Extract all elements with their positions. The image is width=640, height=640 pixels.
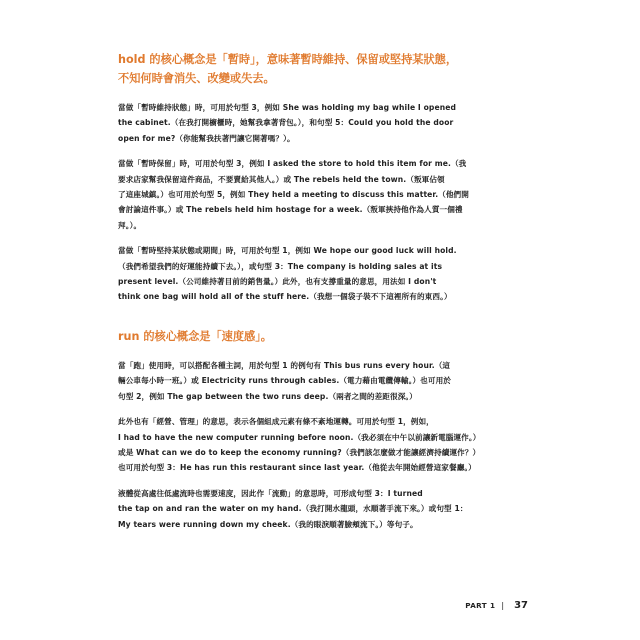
text-line: 當做「暫時維持狀態」時，可用於句型 3，例如 She was holding my bag while I opened (118, 103, 456, 112)
section-heading-run (118, 327, 498, 346)
text-line: 了這座城鎮。）也可用於句型 5，例如 They held a meeting to discuss this matter.（他們開 (118, 190, 469, 200)
page-footer (465, 600, 528, 611)
text-line: 當做「暫時堅持某狀態或期間」時，可用於句型 1，例如 We hope our good luck will hold. (118, 246, 457, 256)
paragraph (118, 486, 498, 532)
paragraph (118, 414, 498, 476)
paragraph (118, 358, 498, 404)
page-number: 37 (514, 600, 528, 611)
paragraph (118, 100, 498, 146)
text-line: My tears were running down my cheek.（我的眼淚順著臉頰流下。）等句子。 (118, 519, 418, 529)
text-line: the cabinet.（在我打開櫥櫃時，她幫我拿著背包。），和句型 5：Could you hold the door (118, 118, 454, 128)
text-line: 要求店家幫我保留這件商品，不要賣給其他人。）或 The rebels held the town.（叛軍佔領 (118, 174, 445, 184)
text-line: 輛公車每小時一班。）或 Electricity runs through cables.（電力藉由電纜傳輸。）也可用於 (118, 376, 451, 386)
text-line: 也可用於句型 3：He has run this restaurant since last year.（他從去年開始經營這家餐廳。） (118, 463, 476, 473)
heading-line: 不知何時會消失、改變或失去。 (118, 72, 275, 85)
text-line: 當「跑」使用時，可以搭配各種主詞，用於句型 1 的例句有 This bus runs every hour.（這 (118, 360, 451, 370)
section-heading-hold (118, 50, 498, 88)
text-line: 句型 2，例如 The gap between the two runs deep.（兩者之間的差距很深。） (118, 391, 417, 401)
part-label: PART 1 (465, 601, 496, 610)
text-line: 當做「暫時保留」時，可用於句型 3，例如 I asked the store to hold this item for me.（我 (118, 159, 467, 169)
text-line: 液體從高處往低處流時也需要速度，因此作「流動」的意思時，可形成句型 3：I turned (118, 488, 423, 498)
text-line: 此外也有「經營、管理」的意思，表示各個組成元素有條不紊地運轉。可用於句型 1，例如， (118, 417, 434, 427)
heading-line: hold 的核心概念是「暫時」，意味著暫時維持、保留或堅持某狀態， (118, 53, 458, 66)
text-line: present level.（公司維持著目前的銷售量。）此外，也有支撐重量的意思，用法如 I don't (118, 277, 437, 287)
text-line: think one bag will hold all of the stuff here.（我想一個袋子裝不下這裡所有的東西。） (118, 292, 452, 302)
text-line: the tap on and ran the water on my hand.（我打開水龍頭，水順著手流下來。）或句型 1： (118, 504, 468, 514)
paragraph (118, 243, 498, 305)
text-line: （我們希望我們的好運能持續下去。），或句型 3：The company is holding sales at its (118, 261, 443, 271)
text-line: I had to have the new computer running before noon.（我必須在中午以前讓新電腦運作。） (118, 432, 481, 442)
paragraph (118, 156, 498, 233)
text-line: open for me?（你能幫我扶著門讓它開著嗎？）。 (118, 133, 295, 143)
heading-line: run 的核心概念是「速度感」。 (118, 329, 272, 343)
footer-separator: | (501, 601, 505, 610)
text-line: 或是 What can we do to keep the economy running?（我們該怎麼做才能讓經濟持續運作？） (118, 447, 481, 457)
page-content (118, 50, 498, 542)
text-line: 拜。）。 (118, 220, 142, 230)
text-line: 會討論這件事。）或 The rebels held him hostage for a week.（叛軍挾持他作為人質一個禮 (118, 205, 463, 215)
